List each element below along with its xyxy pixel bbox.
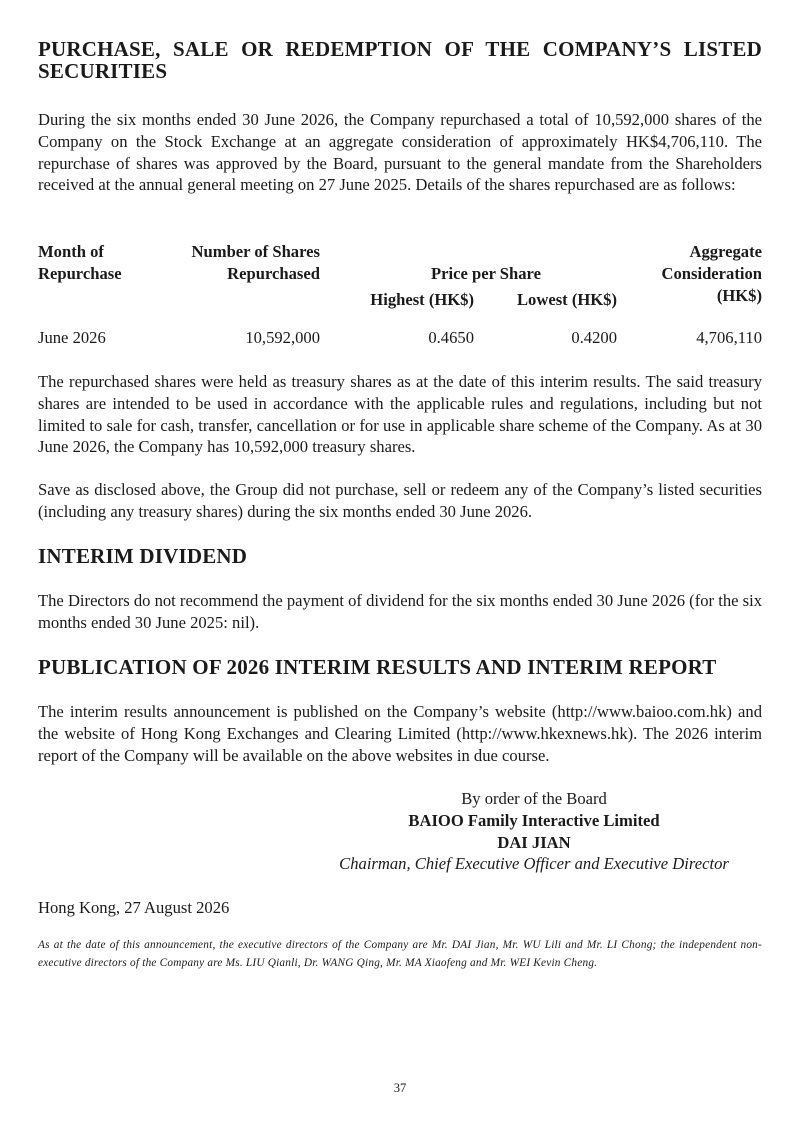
section-title-purchase: PURCHASE, SALE OR REDEMPTION OF THE COMPANY’S LISTED SECURITIES (38, 37, 762, 83)
purchase-paragraph-2: The repurchased shares were held as treasury shares as at the date of this interim results. The said treasury shares are intended to be used in accordance with the applicable rules and regulations, including but not limited to sale for cash, transfer, cancellation or for use in applicable share scheme of the Company. As at 30 June 2026, the Company has 10,592,000 treasury shares. (38, 372, 762, 457)
cell-lowest: 0.4200 (571, 328, 617, 347)
signature-title: Chairman, Chief Executive Officer and Executive Director (339, 854, 729, 873)
col-number-header (158, 241, 320, 285)
purchase-paragraph-3: Save as disclosed above, the Group did not purchase, sell or redeem any of the Company’s listed securities (including any treasury shares) during the six months ended 30 June 2026. (38, 480, 762, 521)
signature-name: DAI JIAN (497, 833, 571, 852)
signature-by-order: By order of the Board (461, 789, 607, 808)
col-lowest-header: Lowest (HK$) (516, 290, 617, 309)
cell-aggregate: 4,706,110 (696, 328, 762, 347)
cell-month: June 2026 (38, 328, 106, 347)
dividend-paragraph: The Directors do not recommend the payment of dividend for the six months ended 30 June 2026 (for the six months ended 30 June 2025: nil). (38, 591, 762, 632)
col-price-header: Price per Share (431, 264, 541, 283)
directors-note: As at the date of this announcement, the executive directors of the Company are Mr. DAI Jian, Mr. WU Lili and Mr. LI Chong; the independent non-executive directors of the Company are Ms. LIU Qianli, Dr. WANG Qing, Mr. MA Xiaofeng and Mr. WEI Kevin Cheng. (38, 939, 762, 969)
purchase-paragraph-1: During the six months ended 30 June 2026, the Company repurchased a total of 10,592,000 shares of the Company on the Stock Exchange at an aggregate consideration of approximately HK$4,706,110. The repurchase of shares was approved by the Board, pursuant to the general mandate from the Shareholders received at the annual general meeting on 27 June 2025. Details of the shares repurchased are as follows: (38, 110, 762, 195)
signature-company: BAIOO Family Interactive Limited (408, 811, 660, 830)
cell-highest: 0.4650 (428, 328, 474, 347)
publication-paragraph: The interim results announcement is published on the Company’s website (http://www.baioo.com.hk) and the website of Hong Kong Exchanges and Clearing Limited (http://www.hkexnews.hk). The 2026 interim report of the Company will be available on the above websites in due course. (38, 702, 762, 765)
cell-number: 10,592,000 (245, 328, 320, 347)
col-aggregate-line1: Aggregate (689, 242, 762, 261)
col-aggregate-line3: (HK$) (716, 285, 762, 305)
section-title-publication: PUBLICATION OF 2026 INTERIM RESULTS AND INTERIM REPORT (38, 655, 717, 679)
section-title-dividend: INTERIM DIVIDEND (38, 544, 248, 568)
col-month-line1: Month of (38, 242, 104, 261)
col-number-line1: Number of Shares (191, 242, 320, 261)
col-highest-header: Highest (HK$) (370, 290, 474, 309)
page-number: 37 (393, 1081, 407, 1095)
col-aggregate-line2: Consideration (661, 263, 762, 283)
col-month-line2: Repurchase (38, 263, 122, 283)
place-date: Hong Kong, 27 August 2026 (38, 898, 230, 917)
col-aggregate-header (622, 241, 762, 306)
col-month-header (38, 241, 122, 285)
col-number-line2: Repurchased (227, 263, 320, 283)
